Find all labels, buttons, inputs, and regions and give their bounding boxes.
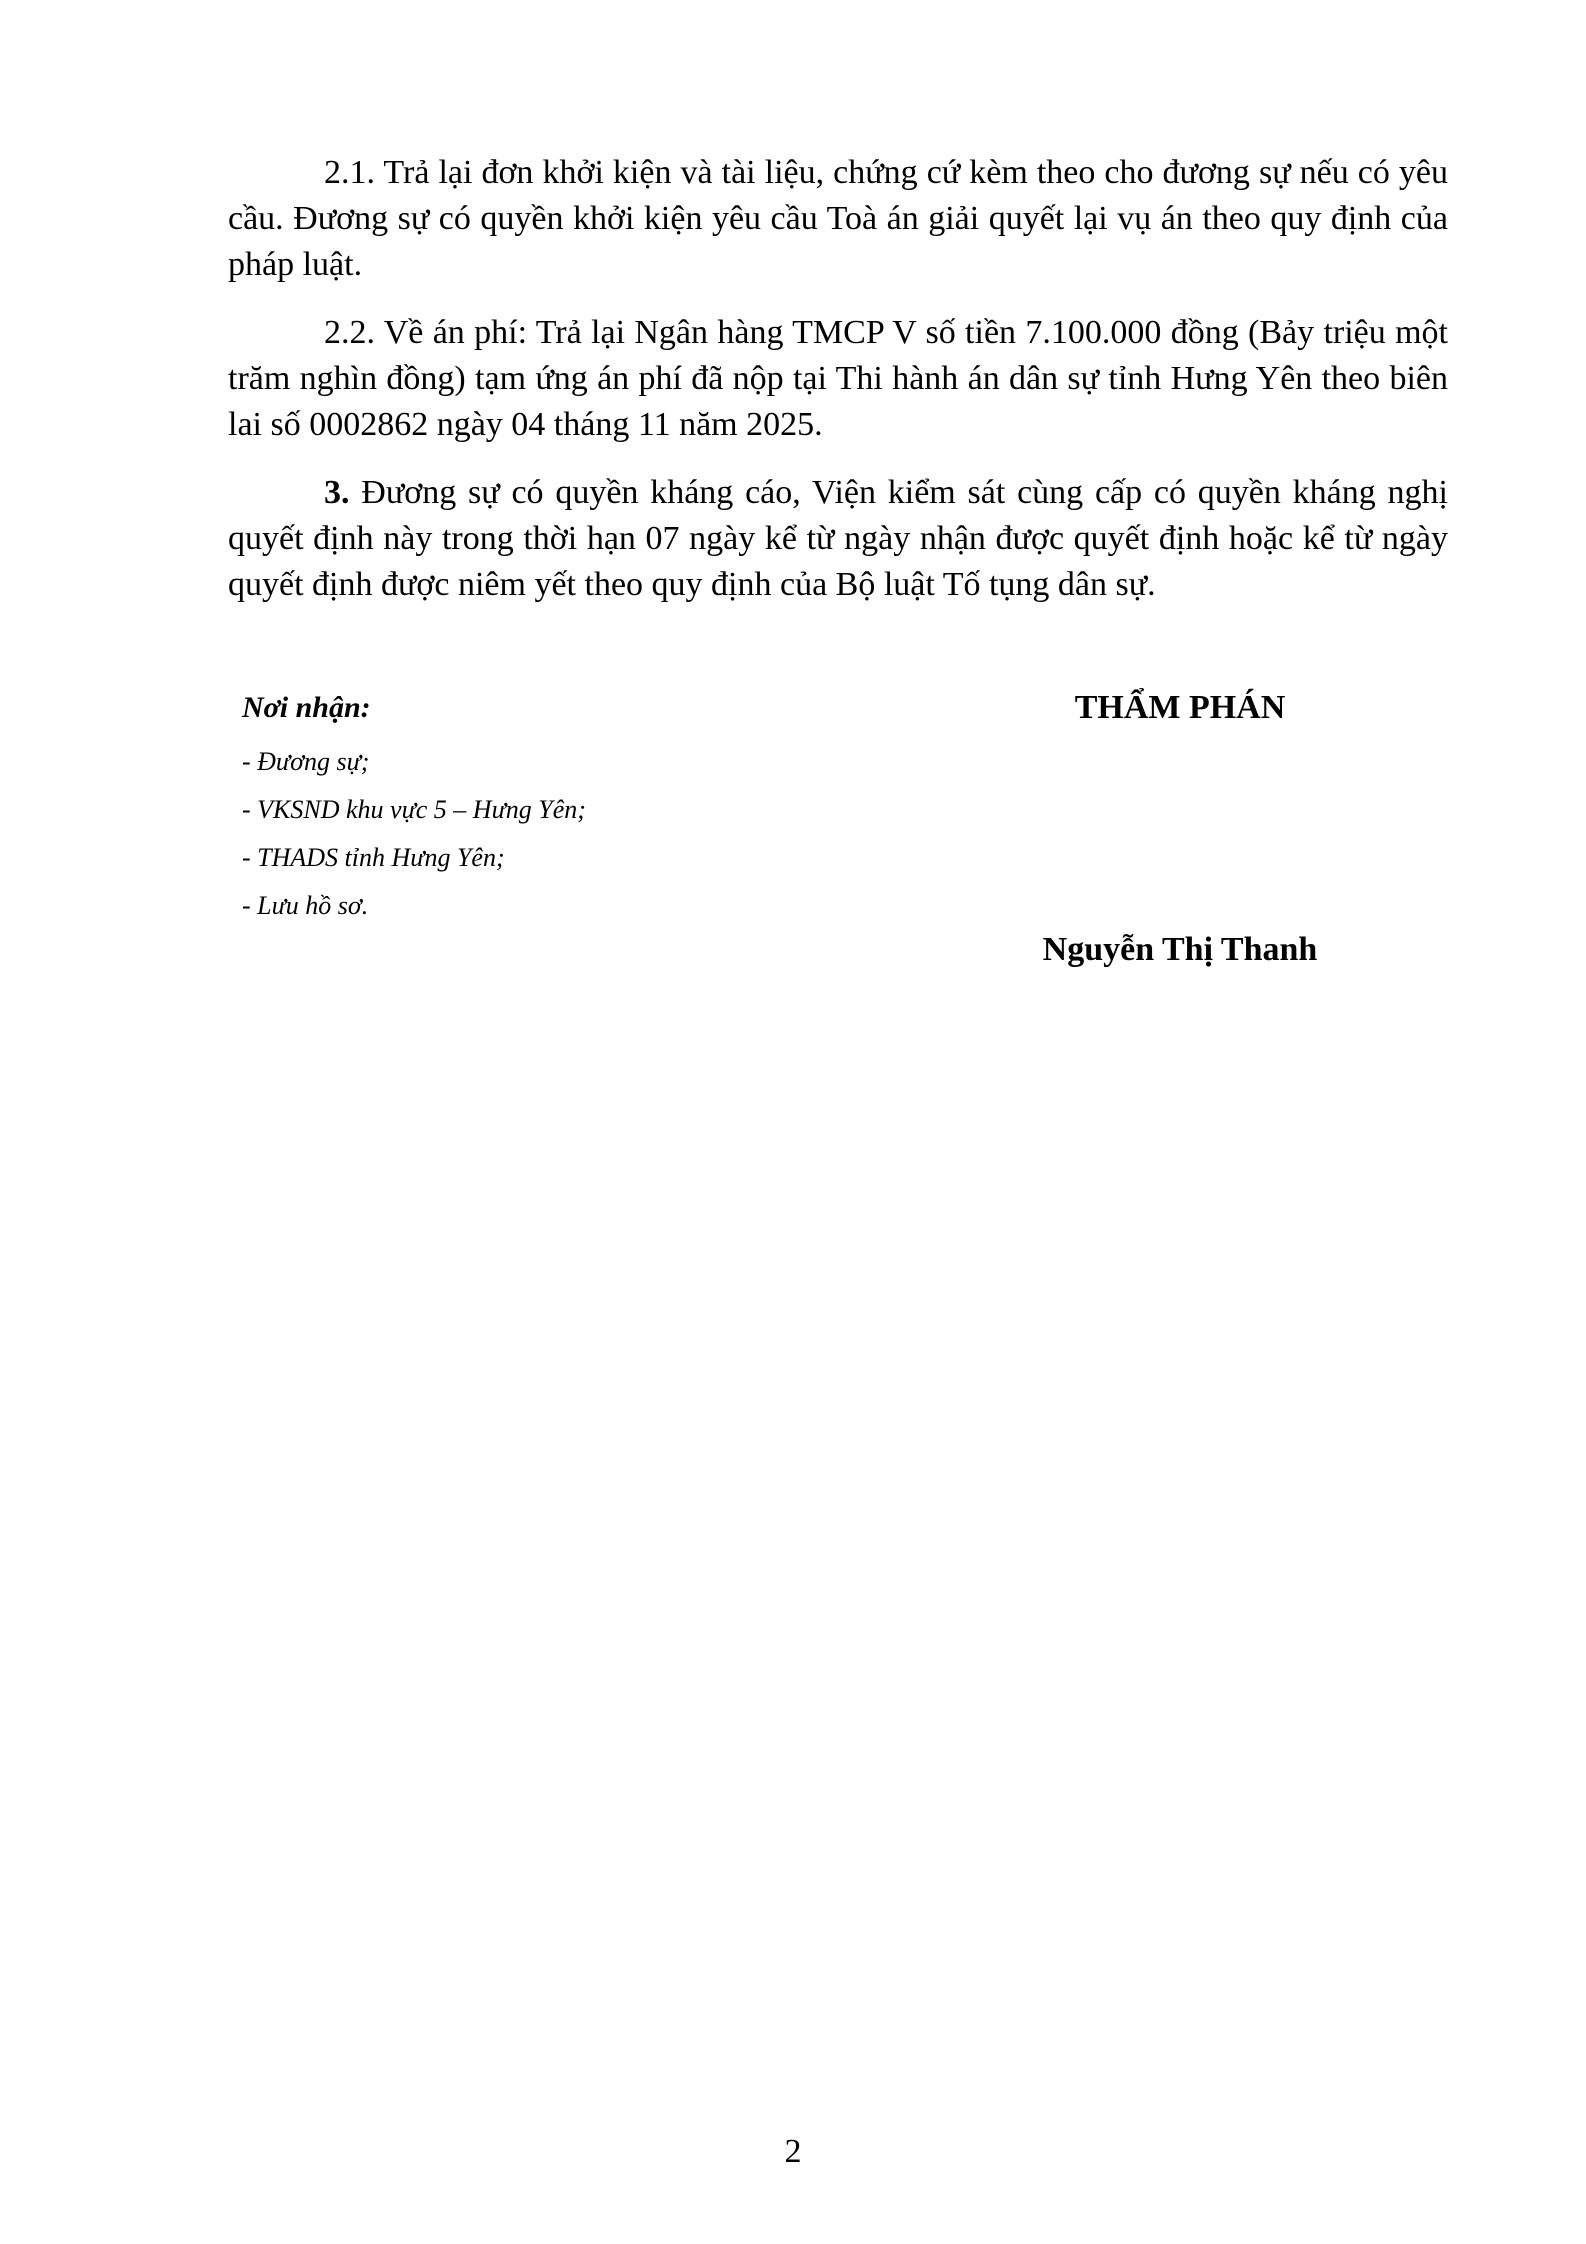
signature-block (1000, 688, 1360, 728)
paragraph-3 (228, 470, 1448, 608)
paragraph-2-2: 2.2. Về án phí: Trả lại Ngân hàng TMCP V số tiền 7.100.000 đồng (Bảy triệu một trăm nghìn đồng) tạm ứng án phí đã nộp tại Thi hành án dân sự tỉnh Hưng Yên theo biên lai số 0002862 ngày 04 tháng 11 năm 2025. (228, 314, 1448, 443)
recipients-list (242, 744, 802, 924)
paragraph-3-text: Đương sự có quyền kháng cáo, Viện kiểm sát cùng cấp có quyền kháng nghị quyết định này trong thời hạn 07 ngày kể từ ngày nhận được quyết định hoặc kể từ ngày quyết định được niêm yết theo quy định của Bộ luật Tố tụng dân sự. (228, 474, 1448, 603)
signer-title: THẨM PHÁN (1074, 689, 1286, 726)
recipient-item: - THADS tỉnh Hưng Yên; (242, 843, 505, 872)
recipients-heading: Nơi nhận: (242, 691, 371, 724)
recipients-block (242, 690, 802, 936)
paragraph-2-1: 2.1. Trả lại đơn khởi kiện và tài liệu, chứng cứ kèm theo cho đương sự nếu có yêu cầu. Đương sự có quyền khởi kiện yêu cầu Toà án giải quyết lại vụ án theo quy định của pháp luật. (228, 154, 1448, 283)
signer-name: Nguyễn Thị Thanh (1042, 931, 1318, 968)
recipient-item: - Đương sự; (242, 747, 370, 776)
recipient-item: - VKSND khu vực 5 – Hưng Yên; (242, 795, 586, 824)
document-body (228, 150, 1448, 630)
recipient-item: - Lưu hồ sơ. (242, 891, 369, 920)
paragraph-3-number: 3. (324, 474, 350, 511)
page-number: 2 (784, 2133, 802, 2170)
